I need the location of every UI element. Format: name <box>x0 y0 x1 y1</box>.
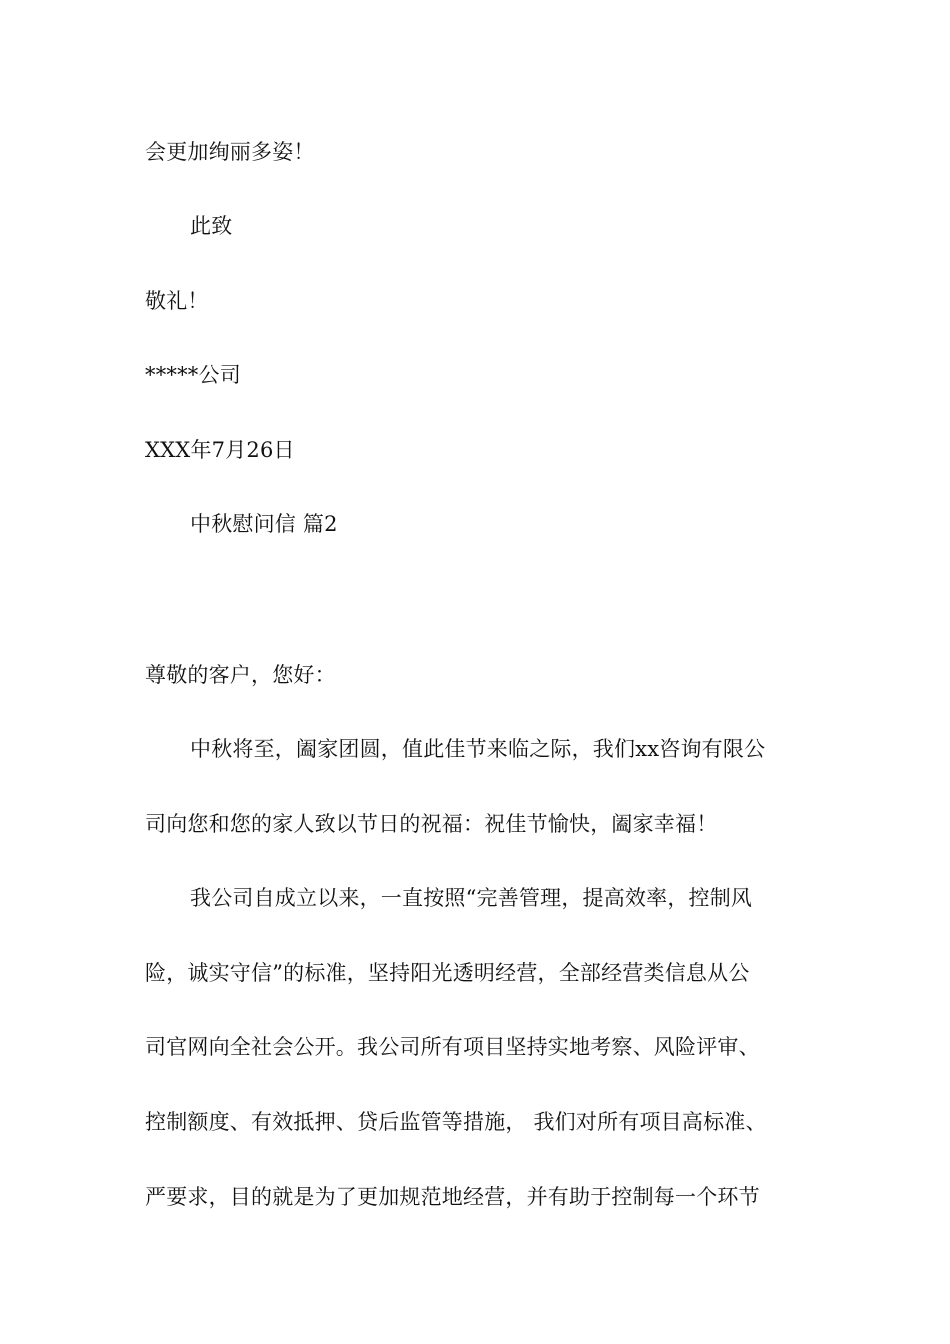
date-line: XXX年7月26日 <box>145 438 295 462</box>
paragraph-2-line-1: 我公司自成立以来，一直按照“完善管理，提高效率，控制风 <box>190 886 753 910</box>
paragraph-2-line-4: 控制额度、有效抵押、贷后监管等措施， 我们对所有项目高标准、 <box>145 1110 767 1134</box>
paragraph-2-line-2: 险，诚实守信”的标准，坚持阳光透明经营，全部经营类信息从公 <box>145 961 750 985</box>
paragraph-2-line-3: 司官网向全社会公开。我公司所有项目坚持实地考察、风险评审、 <box>145 1035 760 1059</box>
paragraph-1-line-2: 司向您和您的家人致以节日的祝福：祝佳节愉快，阖家幸福！ <box>145 812 718 836</box>
paragraph-1-line-1: 中秋将至，阖家团圆，值此佳节来临之际，我们xx咨询有限公 <box>190 737 766 761</box>
closing-line: 会更加绚丽多姿！ <box>145 140 315 164</box>
salutation-line-1: 此致 <box>190 214 233 238</box>
signature-line: *****公司 <box>145 363 241 387</box>
section-title: 中秋慰问信 篇2 <box>190 512 338 536</box>
greeting-line: 尊敬的客户，您好： <box>145 663 336 687</box>
salutation-line-2: 敬礼！ <box>145 289 209 313</box>
paragraph-2-line-5: 严要求，目的就是为了更加规范地经营，并有助于控制每一个环节 <box>145 1185 760 1209</box>
